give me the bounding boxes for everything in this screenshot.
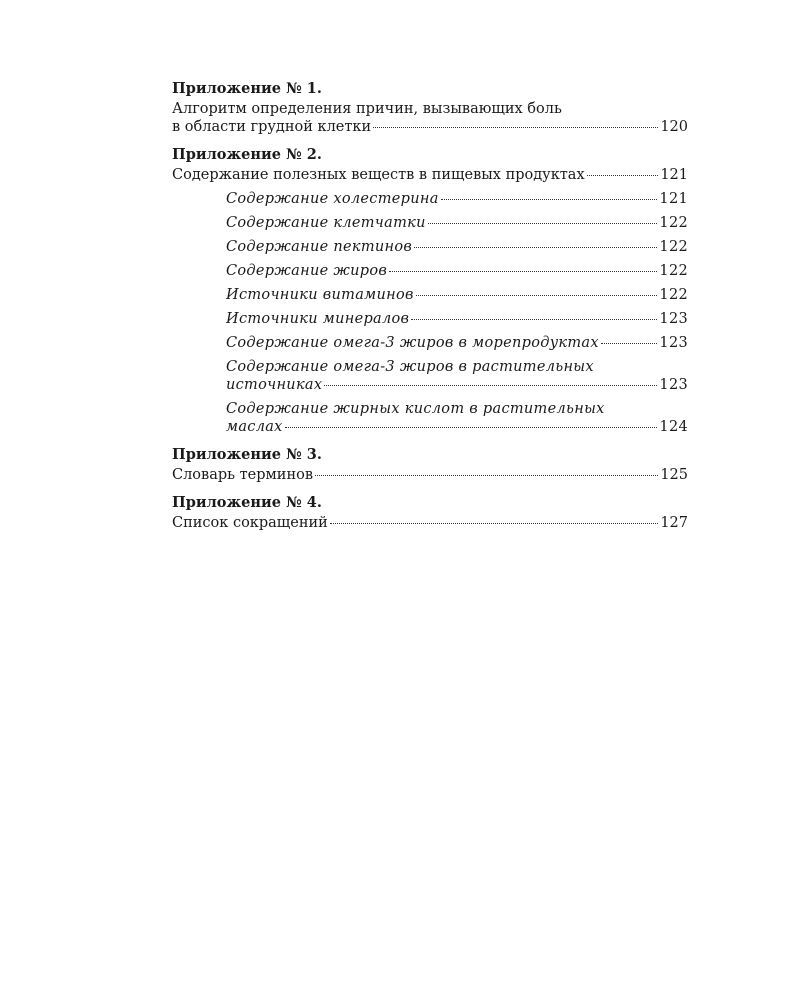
- page-number: 125: [660, 467, 688, 483]
- toc-subentry[interactable]: [226, 190, 688, 208]
- section-title: Приложение № 2.: [172, 146, 322, 163]
- page-number: 124: [659, 419, 688, 435]
- dot-leader: [411, 319, 657, 320]
- entry-text: Источники витаминов: [226, 287, 414, 303]
- entry-text-line: Содержание омега-3 жиров в растительных: [226, 359, 594, 375]
- entry-text-line: Алгоритм определения причин, вызывающих боль: [172, 101, 562, 117]
- entry-text: источниках: [226, 377, 323, 393]
- entry-text: Содержание клетчатки: [226, 215, 426, 231]
- page-number: 123: [659, 335, 688, 351]
- entry-text: маслах: [226, 419, 283, 435]
- entry-text: Список сокращений: [172, 515, 328, 531]
- toc-subentry[interactable]: [226, 214, 688, 232]
- entry-text: Содержание полезных веществ в пищевых продуктах: [172, 167, 585, 183]
- toc-entry[interactable]: [172, 166, 688, 184]
- section-title: Приложение № 1.: [172, 80, 322, 97]
- entry-text: Содержание омега-3 жиров в морепродуктах: [226, 335, 599, 351]
- page-number: 120: [660, 119, 688, 135]
- entry-text: Содержание холестерина: [226, 191, 439, 207]
- dot-leader: [416, 295, 658, 296]
- dot-leader: [414, 247, 657, 248]
- toc-section-appendix-2: [172, 146, 688, 436]
- toc-entry[interactable]: [172, 514, 688, 532]
- entry-text: Словарь терминов: [172, 467, 314, 483]
- dot-leader: [315, 475, 658, 476]
- toc-entry-continuation: [226, 418, 688, 436]
- toc-entry-continuation: [226, 376, 688, 394]
- page-number: 122: [659, 215, 688, 231]
- page-number: 121: [660, 167, 688, 183]
- toc-section-appendix-1: [172, 80, 688, 136]
- page-number: 127: [660, 515, 688, 531]
- section-title: Приложение № 4.: [172, 494, 322, 511]
- dot-leader: [601, 343, 658, 344]
- entry-text: в области грудной клетки: [172, 119, 372, 135]
- toc-subentry[interactable]: [226, 400, 688, 436]
- toc-subentry[interactable]: [226, 262, 688, 280]
- toc-section-appendix-4: [172, 494, 688, 532]
- table-of-contents: [172, 80, 688, 542]
- toc-section-appendix-3: [172, 446, 688, 484]
- toc-subentry[interactable]: [226, 286, 688, 304]
- toc-entry[interactable]: [172, 466, 688, 484]
- entry-text-line: Содержание жирных кислот в растительных: [226, 401, 605, 417]
- dot-leader: [587, 175, 659, 176]
- page-number: 122: [659, 239, 688, 255]
- entry-text: Содержание жиров: [226, 263, 388, 279]
- subsection-list: [172, 190, 688, 436]
- dot-leader: [373, 127, 658, 128]
- dot-leader: [324, 385, 657, 386]
- dot-leader: [285, 427, 658, 428]
- dot-leader: [389, 271, 657, 272]
- entry-text: Источники минералов: [226, 311, 410, 327]
- page-number: 121: [659, 191, 688, 207]
- page-number: 122: [659, 287, 688, 303]
- page-number: 123: [659, 311, 688, 327]
- dot-leader: [428, 223, 658, 224]
- page-number: 122: [659, 263, 688, 279]
- dot-leader: [441, 199, 658, 200]
- toc-subentry[interactable]: [226, 334, 688, 352]
- toc-subentry[interactable]: [226, 238, 688, 256]
- toc-subentry[interactable]: [226, 310, 688, 328]
- section-title: Приложение № 3.: [172, 446, 322, 463]
- toc-entry[interactable]: [172, 118, 688, 136]
- dot-leader: [330, 523, 658, 524]
- page-number: 123: [659, 377, 688, 393]
- entry-text: Содержание пектинов: [226, 239, 413, 255]
- toc-subentry[interactable]: [226, 358, 688, 394]
